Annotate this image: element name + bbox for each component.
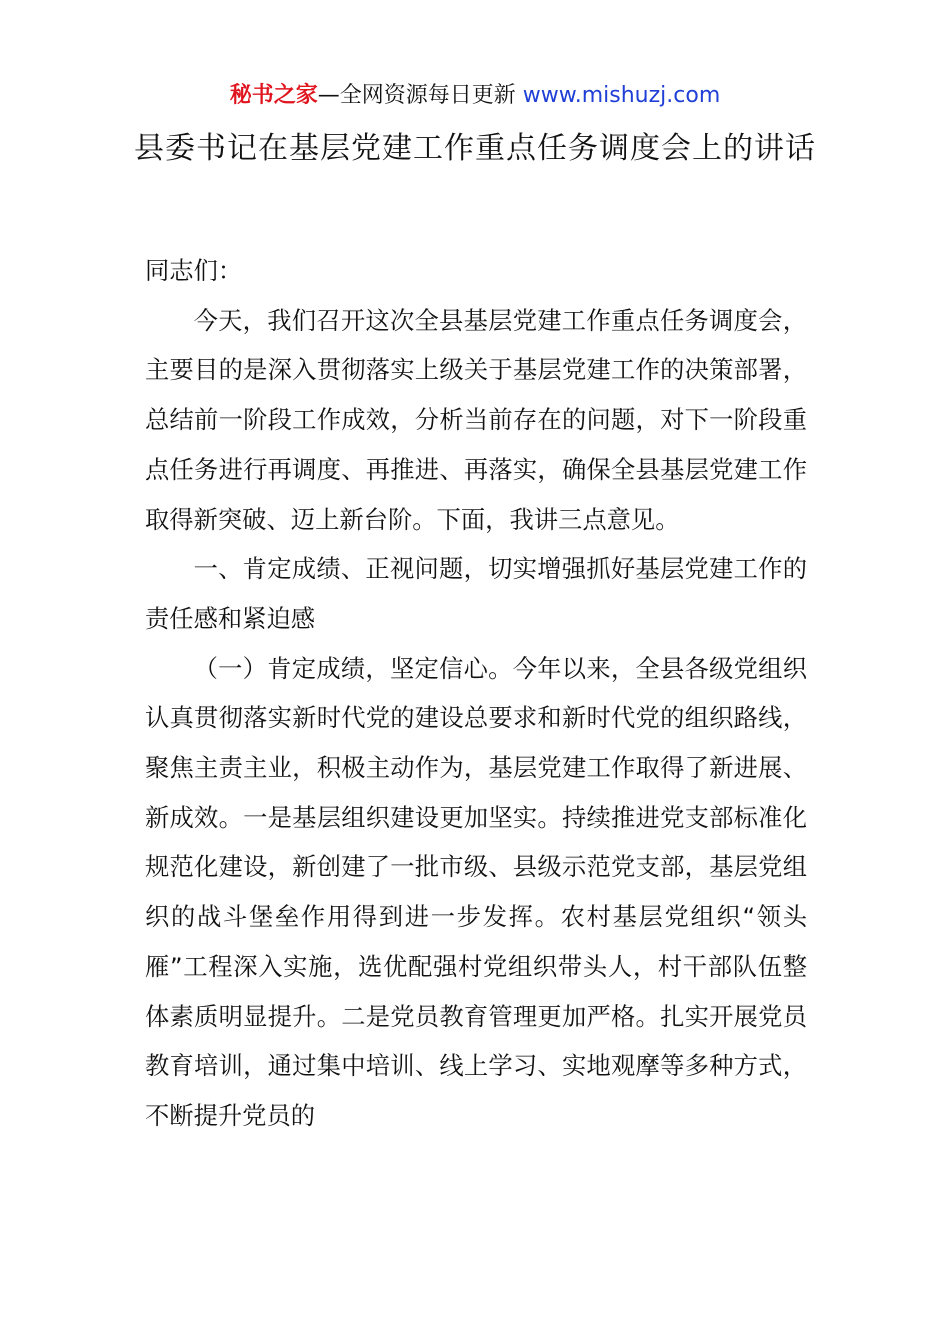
section-heading-1: 一、肯定成绩、正视问题，切实增强抓好基层党建工作的责任感和紧迫感: [145, 554, 807, 633]
site-slogan: —全网资源每日更新: [317, 83, 523, 108]
document-title: 县委书记在基层党建工作重点任务调度会上的讲话: [134, 131, 816, 166]
intro-paragraph: 今天，我们召开这次全县基层党建工作重点任务调度会，主要目的是深入贯彻落实上级关于基层党建工作的决策部署，总结前一阶段工作成效，分析当前存在的问题，对下一阶段重点任务进行再调度、再推进、再落实，确保全县基层党建工作取得新突破、迈上新台阶。下面，我讲三点意见。: [145, 305, 807, 534]
subsection-paragraph-1: （一）肯定成绩，坚定信心。今年以来，全县各级党组织认真贯彻落实新时代党的建设总要求和新时代党的组织路线，聚焦主责主业，积极主动作为，基层党建工作取得了新进展、新成效。一是基层组织建设更加坚实。持续推进党支部标准化规范化建设，新创建了一批市级、县级示范党支部，基层党组织的战斗堡垒作用得到进一步发挥。农村基层党组织“领头雁”工程深入实施，选优配强村党组织带头人，村干部队伍整体素质明显提升。二是党员教育管理更加严格。扎实开展党员教育培训，通过集中培训、线上学习、实地观摩等多种方式，不断提升党员的: [145, 653, 807, 1130]
site-header: [0, 78, 950, 114]
site-url-link[interactable]: www.mishuzj.com: [522, 83, 721, 108]
brand-name: 秘书之家: [229, 83, 318, 108]
salutation: 同志们：: [145, 256, 243, 285]
document-body: [145, 246, 807, 1141]
